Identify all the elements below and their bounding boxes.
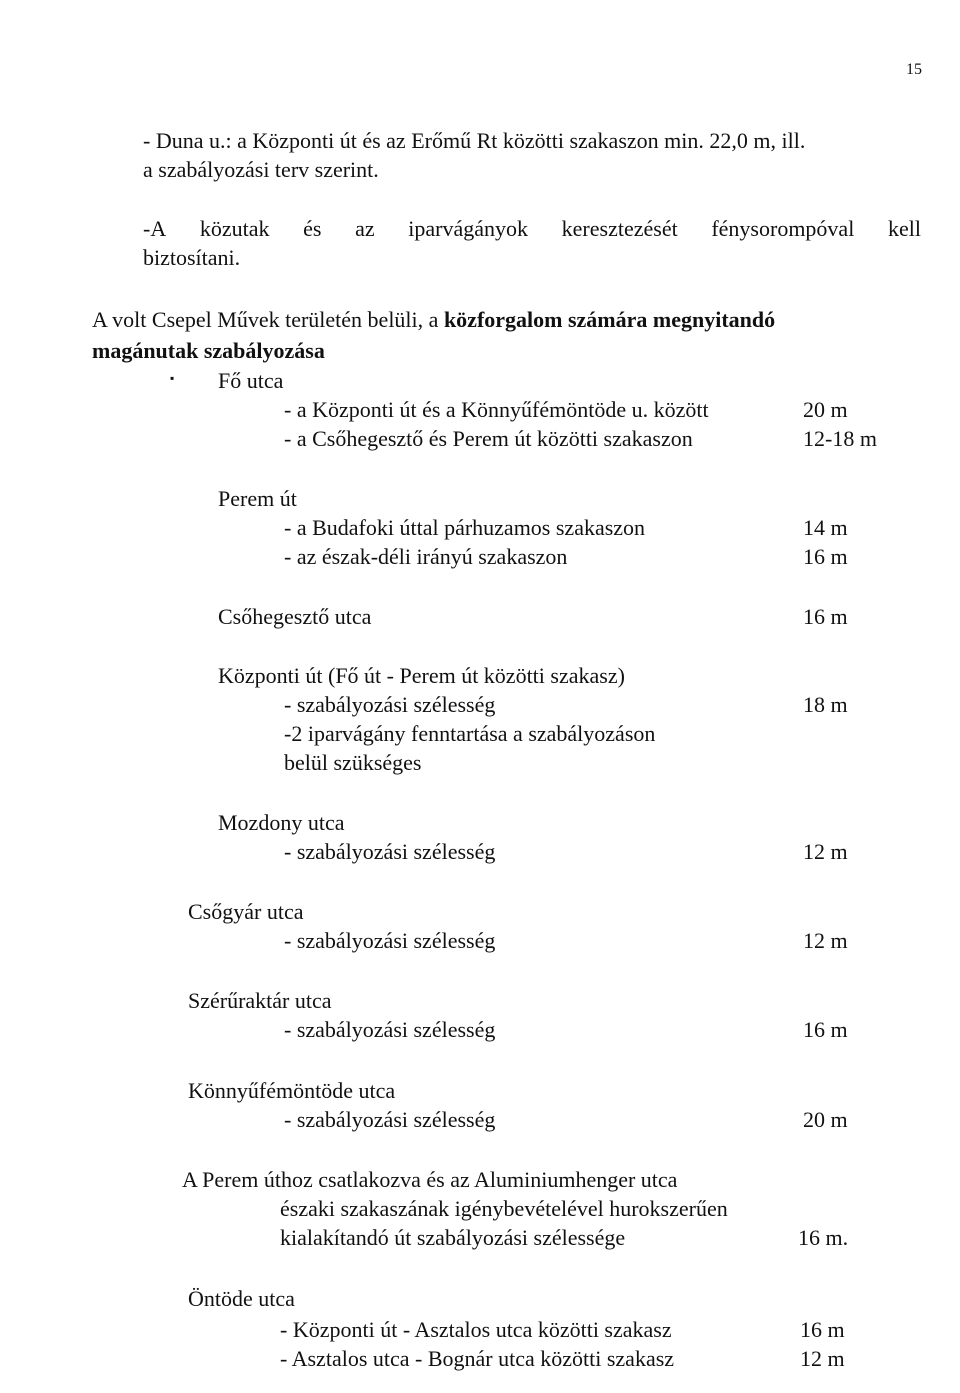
csogyar-value: 12 m — [803, 928, 848, 953]
mozdony-desc: - szabályozási szélesség — [284, 839, 496, 864]
perem-csatl-line-3-desc: kialakítandó út szabályozási szélessége — [280, 1225, 626, 1250]
fo-utca-row-desc: - a Csőhegesztő és Perem út közötti szakaszon — [284, 426, 693, 451]
heading-normal: A volt Csepel Művek területén belüli, a — [92, 307, 444, 332]
ontode-row-value: 16 m — [800, 1317, 845, 1342]
section-heading-line-2: magánutak szabályozása — [92, 338, 325, 363]
perem-csatl-line-1: A Perem úthoz csatlakozva és az Aluminiumhenger utca — [182, 1167, 678, 1192]
szeruraktar-value: 16 m — [803, 1017, 848, 1042]
konnyufem-desc: - szabályozási szélesség — [284, 1107, 496, 1132]
csohegeszto-value: 16 m — [803, 604, 848, 629]
csogyar-title: Csőgyár utca — [188, 899, 304, 924]
kozponti-row-value: 18 m — [803, 692, 848, 717]
ontode-title: Öntöde utca — [188, 1286, 295, 1311]
csogyar-desc: - szabályozási szélesség — [284, 928, 496, 953]
page-number: 15 — [906, 61, 922, 78]
mozdony-value: 12 m — [803, 839, 848, 864]
kozut-word: fénysorompóval — [711, 216, 855, 241]
kozponti-title: Központi út (Fő út - Perem út közötti szakasz) — [218, 663, 625, 688]
ontode-row-desc: - Asztalos utca - Bognár utca közötti szakasz — [280, 1346, 675, 1371]
fo-utca-row-value: 12-18 m — [803, 426, 877, 451]
kozut-word: az — [355, 216, 375, 241]
perem-ut-row-desc: - a Budafoki úttal párhuzamos szakaszon — [284, 515, 646, 540]
kozut-line-1 — [143, 218, 921, 240]
kozut-word: -A — [143, 216, 167, 241]
perem-ut-row-value: 14 m — [803, 515, 848, 540]
fo-utca-row-value: 20 m — [803, 397, 848, 422]
mozdony-title: Mozdony utca — [218, 810, 345, 835]
duna-line-1: - Duna u.: a Központi út és az Erőmű Rt közötti szakaszon min. 22,0 m, ill. — [143, 128, 806, 153]
kozut-line-2: biztosítani. — [143, 245, 241, 270]
kozut-word: iparvágányok — [408, 216, 529, 241]
kozut-word: kell — [887, 216, 921, 241]
duna-line-2: a szabályozási terv szerint. — [143, 157, 379, 182]
perem-ut-row-value: 16 m — [803, 544, 848, 569]
kozponti-note-line-1: -2 iparvágány fenntartása a szabályozáson — [284, 721, 656, 746]
konnyufem-title: Könnyűfémöntöde utca — [188, 1078, 396, 1103]
perem-csatl-line-3-value: 16 m. — [798, 1225, 849, 1250]
kozut-word: keresztezését — [561, 216, 678, 241]
ontode-row-value: 12 m — [800, 1346, 845, 1371]
szeruraktar-desc: - szabályozási szélesség — [284, 1017, 496, 1042]
fo-utca-row-desc: - a Központi út és a Könnyűfémöntöde u. között — [284, 397, 709, 422]
csohegeszto-title: Csőhegesztő utca — [218, 604, 372, 629]
ontode-row-desc: - Központi út - Asztalos utca közötti szakasz — [280, 1317, 672, 1342]
kozponti-note-line-2: belül szükséges — [284, 750, 422, 775]
konnyufem-value: 20 m — [803, 1107, 848, 1132]
kozponti-row-desc: - szabályozási szélesség — [284, 692, 496, 717]
heading-bold: közforgalom számára megnyitandó — [443, 307, 776, 332]
szeruraktar-title: Szérűraktár utca — [188, 988, 332, 1013]
fo-utca-title: Fő utca — [218, 368, 284, 393]
kozut-word: és — [303, 216, 322, 241]
perem-ut-row-desc: - az észak-déli irányú szakaszon — [284, 544, 568, 569]
perem-csatl-line-2: északi szakaszának igénybevételével hurokszerűen — [280, 1196, 728, 1221]
bullet-icon: ▪ — [170, 371, 175, 385]
perem-ut-title: Perem út — [218, 486, 297, 511]
section-heading-line-1 — [92, 309, 775, 331]
kozut-word: közutak — [199, 216, 270, 241]
